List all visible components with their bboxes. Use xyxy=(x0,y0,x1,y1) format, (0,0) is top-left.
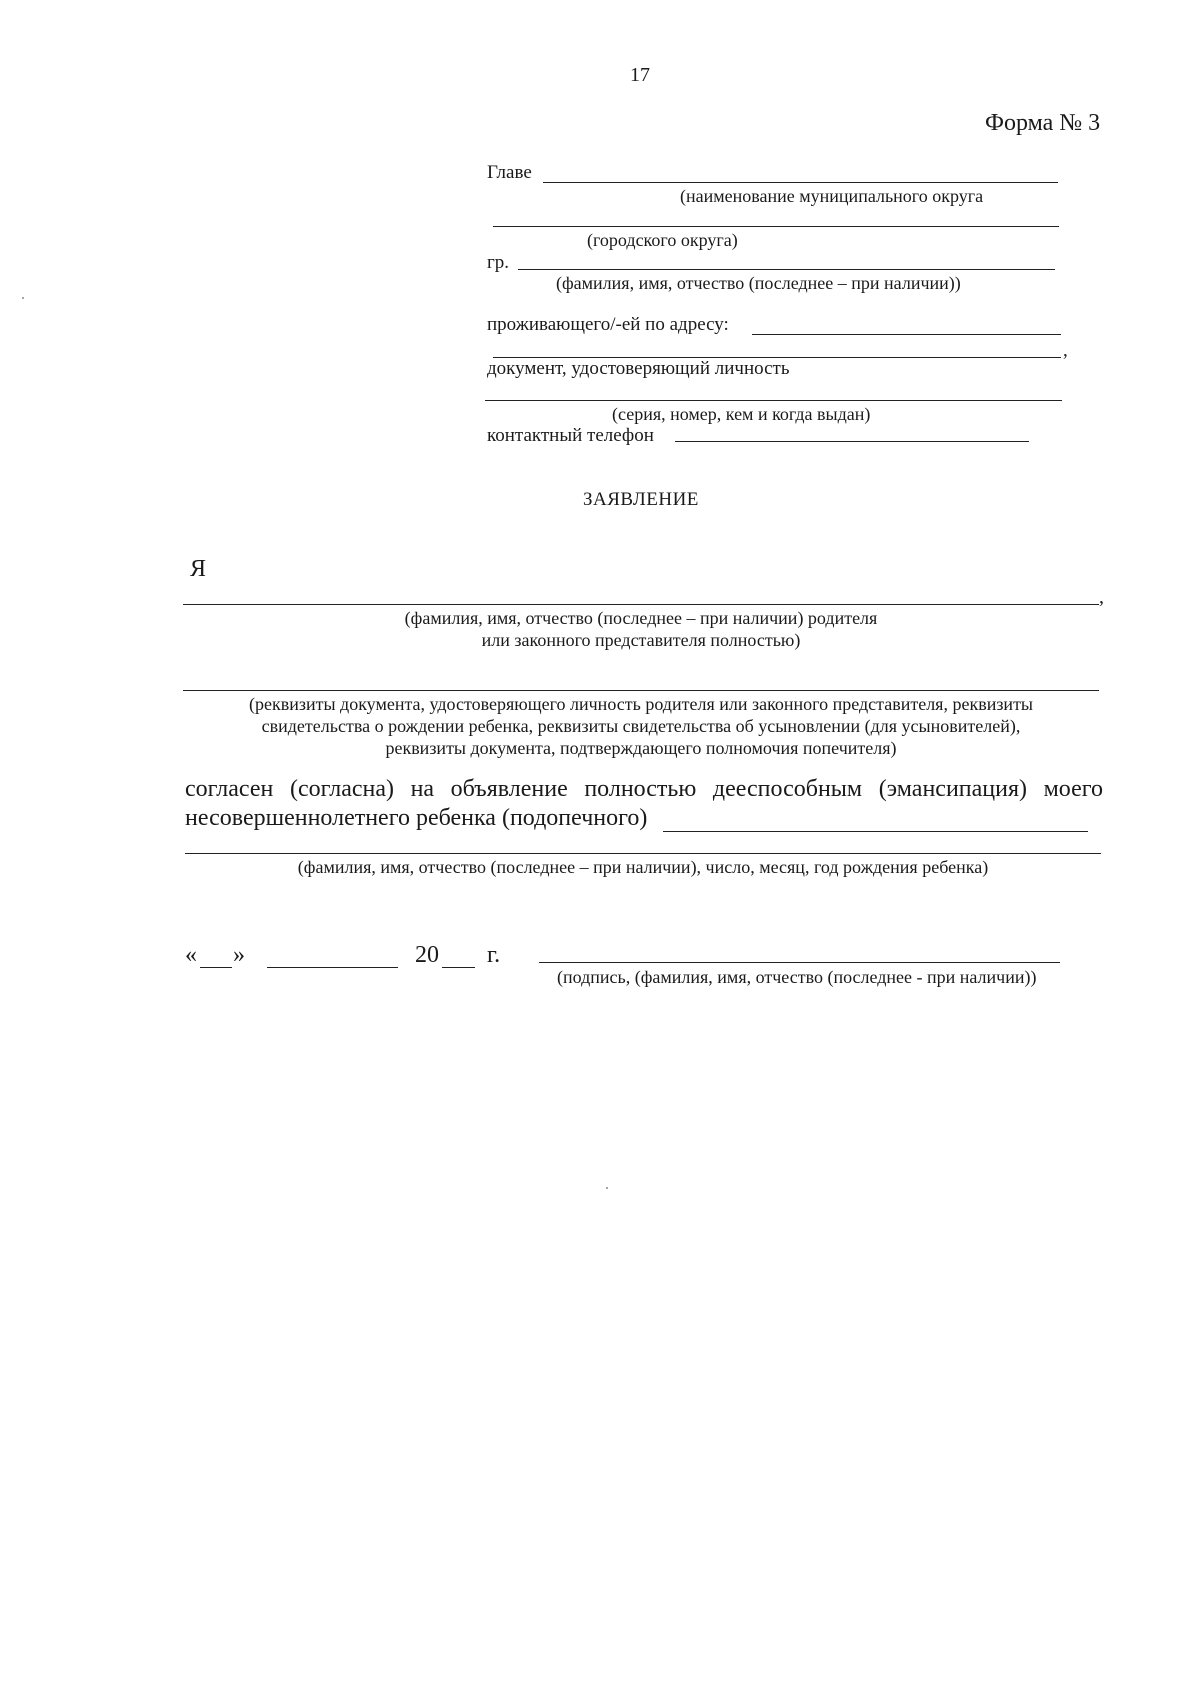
parent-caption-2: или законного представителя полностью) xyxy=(481,630,801,650)
address-label: проживающего/-ей по адресу: xyxy=(487,314,729,335)
docs-caption-3: реквизиты документа, подтверждающего полномочия попечителя) xyxy=(385,738,897,758)
statement-title: ЗАЯВЛЕНИЕ xyxy=(583,489,699,510)
address-line-1[interactable] xyxy=(752,334,1061,335)
parent-name-line[interactable] xyxy=(183,604,1099,605)
form-label: Форма № 3 xyxy=(985,110,1101,136)
municipality-caption-2: (городского округа) xyxy=(587,230,738,250)
documents-line[interactable] xyxy=(183,690,1099,691)
child-name-line[interactable] xyxy=(185,853,1101,854)
municipality-line[interactable] xyxy=(543,182,1058,183)
child-caption: (фамилия, имя, отчество (последнее – при наличии), число, месяц, год рождения ребенка) xyxy=(297,857,989,877)
id-doc-line[interactable] xyxy=(485,400,1062,401)
phone-line[interactable] xyxy=(675,441,1029,442)
child-inline-line[interactable] xyxy=(663,831,1088,832)
date-day-line[interactable] xyxy=(200,967,232,968)
date-year-suffix: г. xyxy=(487,942,501,968)
municipality-line-2[interactable] xyxy=(493,226,1059,227)
parent-name-comma: , xyxy=(1099,586,1104,608)
date-quote-close: » xyxy=(233,942,245,968)
docs-caption-2: свидетельства о рождении ребенка, реквизиты свидетельства об усыновлении (для усыновителей), xyxy=(261,716,1021,736)
date-year-prefix: 20 xyxy=(415,942,439,968)
consent-line-1: согласен (согласна) на объявление полностью дееспособным (эмансипация) моего xyxy=(185,776,1103,802)
date-month-line[interactable] xyxy=(267,967,398,968)
citizen-caption: (фамилия, имя, отчество (последнее – при наличии)) xyxy=(556,273,961,293)
parent-caption-1: (фамилия, имя, отчество (последнее – при наличии) родителя xyxy=(404,608,878,628)
address-comma: , xyxy=(1063,340,1068,361)
to-label: Главе xyxy=(487,162,532,183)
phone-label: контактный телефон xyxy=(487,425,654,446)
signature-caption: (подпись, (фамилия, имя, отчество (последнее - при наличии)) xyxy=(557,967,1037,987)
page-number: 17 xyxy=(630,64,650,86)
signature-line[interactable] xyxy=(539,962,1060,963)
date-year-line[interactable] xyxy=(442,967,475,968)
id-doc-label: документ, удостоверяющий личность xyxy=(487,358,790,379)
citizen-label: гр. xyxy=(487,252,510,273)
date-quote-open: « xyxy=(185,942,197,968)
municipality-caption-1: (наименование муниципального округа xyxy=(680,186,984,206)
citizen-name-line[interactable] xyxy=(518,269,1055,270)
i-label: Я xyxy=(190,556,207,582)
consent-line-2: несовершеннолетнего ребенка (подопечного) xyxy=(185,805,648,831)
docs-caption-1: (реквизиты документа, удостоверяющего личность родителя или законного представителя, реквизиты xyxy=(248,694,1034,714)
scan-speck xyxy=(22,297,24,299)
id-doc-caption: (серия, номер, кем и когда выдан) xyxy=(612,404,871,424)
scan-speck xyxy=(606,1187,608,1189)
